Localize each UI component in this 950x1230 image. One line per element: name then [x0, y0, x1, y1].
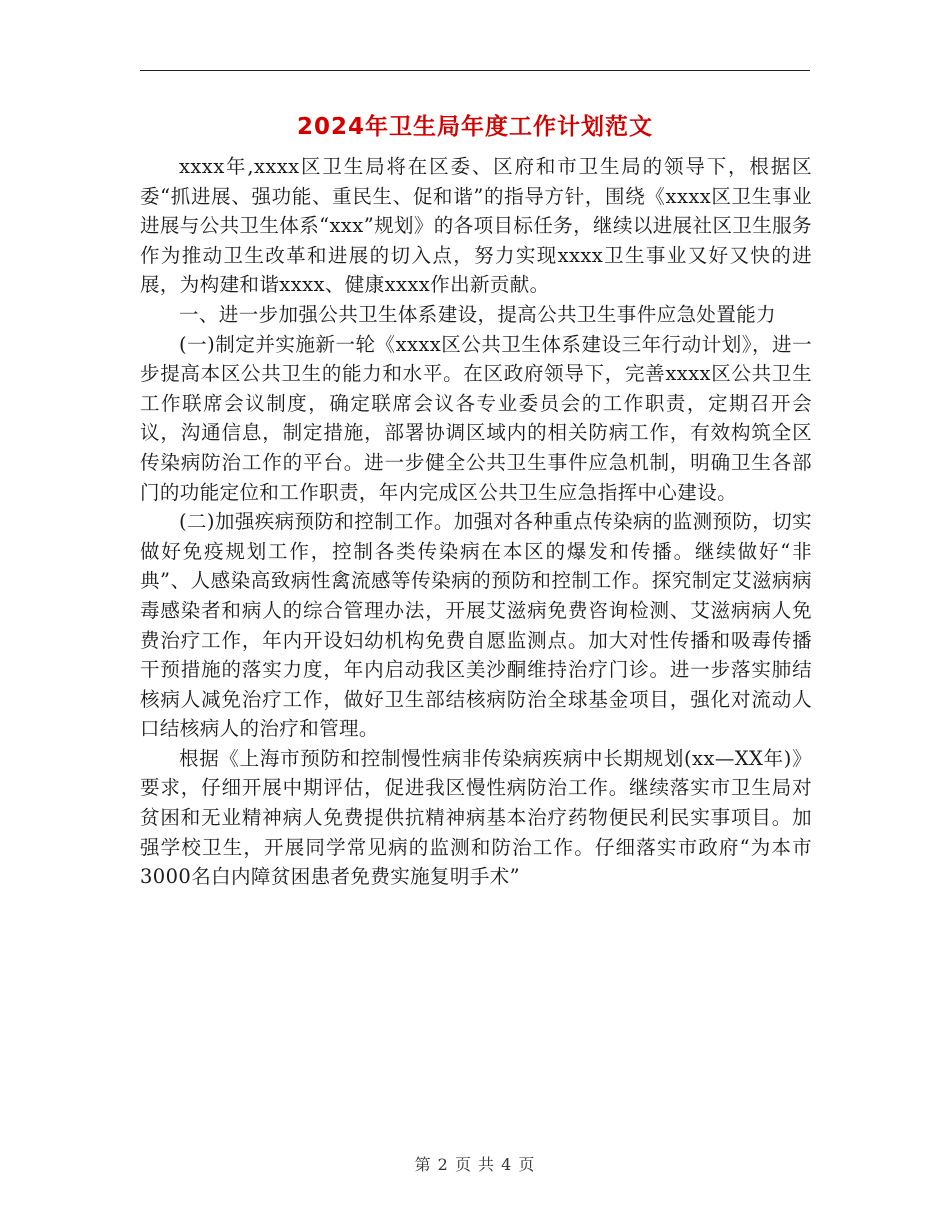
paragraph-item-1: (一)制定并实施新一轮《xxxx区公共卫生体系建设三年行动计划》，进一步提高本区公共卫生的能力和水平。在区政府领导下，完善xxxx区公共卫生工作联席会议制度，确定联席会议各专业委员会的工作职责，定期召开会议，沟通信息，制定措施，部署协调区域内的相关防病工作，有效构筑全区传染病防治工作的平台。进一步健全公共卫生事件应急机制，明确卫生各部门的功能定位和工作职责，年内完成区公共卫生应急指挥中心建设。	[140, 332, 812, 504]
paragraph-intro: xxxx年,xxxx区卫生局将在区委、区府和市卫生局的领导下，根据区委“抓进展、强功能、重民生、促和谐”的指导方针，围绕《xxxx区卫生事业进展与公共卫生体系“xxx”规划》的各项目标任务，继续以进展社区卫生服务作为推动卫生改革和进展的切入点，努力实现xxxx卫生事业又好又快的进展，为构建和谐xxxx、健康xxxx作出新贡献。	[140, 155, 812, 297]
document-body	[140, 152, 812, 892]
header-rule	[140, 70, 810, 71]
document-title: 2024年卫生局年度工作计划范文	[296, 114, 653, 140]
paragraph-item-2: (二)加强疾病预防和控制工作。加强对各种重点传染病的监测预防，切实做好免疫规划工作，控制各类传染病在本区的爆发和传播。继续做好“非典”、人感染高致病性禽流感等传染病的预防和控制工作。探究制定艾滋病病毒感染者和病人的综合管理办法，开展艾滋病免费咨询检测、艾滋病病人免费治疗工作，年内开设妇幼机构免费自愿监测点。加大对性传播和吸毒传播干预措施的落实力度，年内启动我区美沙酮维持治疗门诊。进一步落实肺结核病人减免治疗工作，做好卫生部结核病防治全球基金项目，强化对流动人口结核病人的治疗和管理。	[140, 510, 812, 741]
page-number-footer: 第 2 页 共 4 页	[414, 1155, 536, 1174]
paragraph-chronic-disease: 根据《上海市预防和控制慢性病非传染病疾病中长期规划(xx—XX年)》要求，仔细开展中期评估，促进我区慢性病防治工作。继续落实市卫生局对贫困和无业精神病人免费提供抗精神病基本治疗药物便民利民实事项目。加强学校卫生，开展同学常见病的监测和防治工作。仔细落实市政府“为本市3000名白内障贫困患者免费实施复明手术”	[140, 746, 812, 889]
section-heading-1: 一、进一步加强公共卫生体系建设，提高公共卫生事件应急处置能力	[179, 302, 777, 326]
